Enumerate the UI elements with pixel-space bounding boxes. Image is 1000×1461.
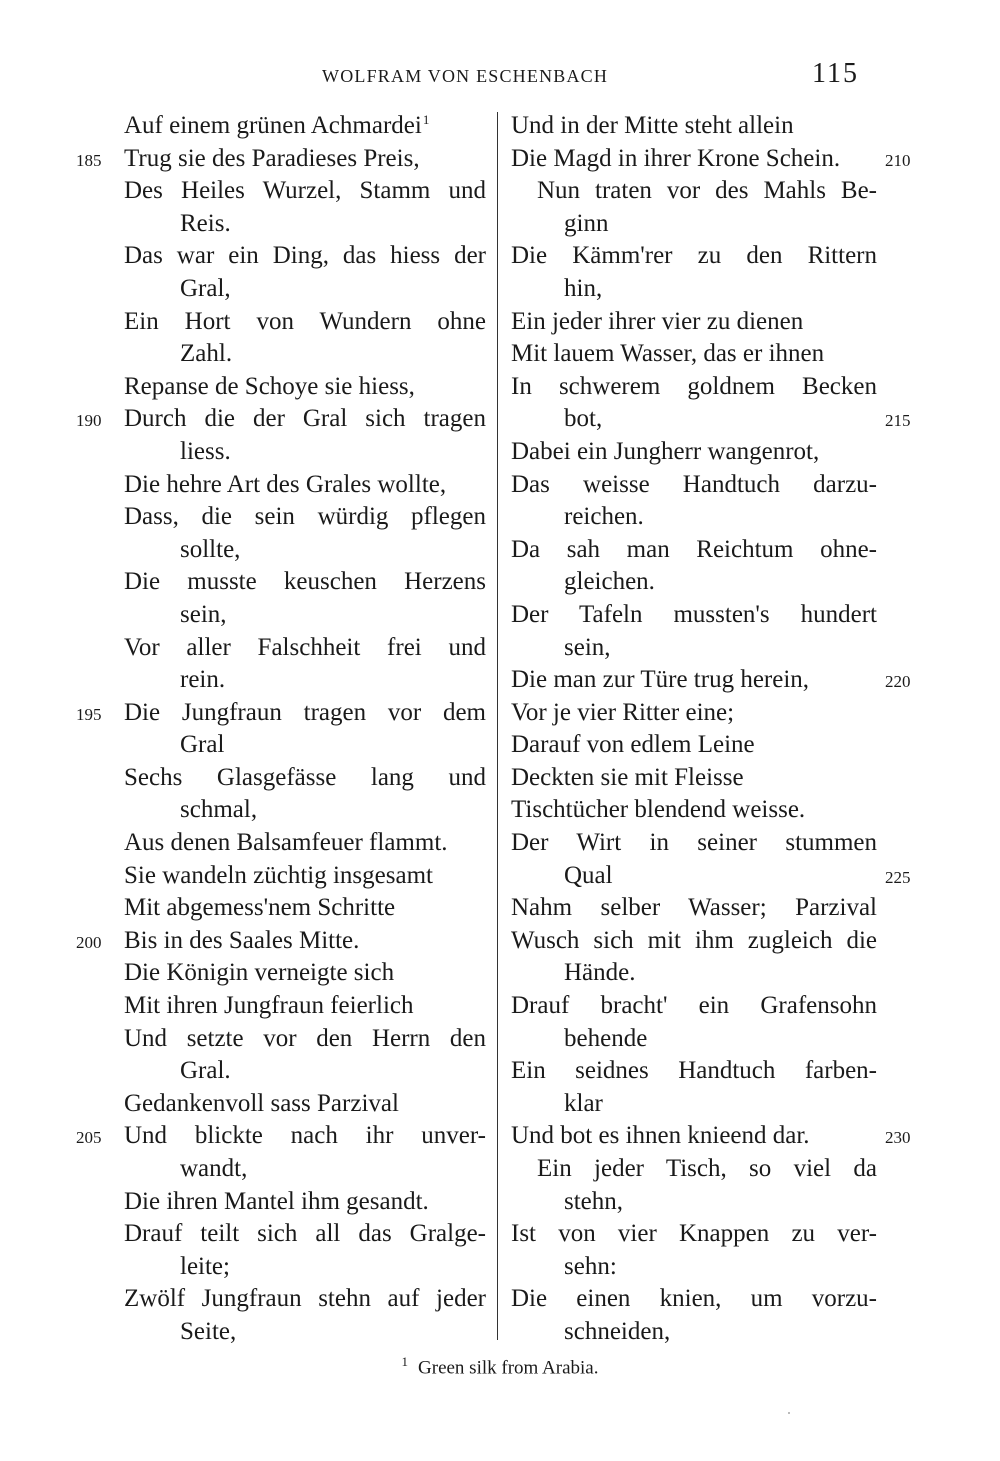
verse-text	[124, 697, 486, 730]
verse-text	[564, 208, 877, 241]
paper-speck	[788, 1412, 790, 1414]
line-number: 195	[76, 704, 102, 724]
verse-text	[537, 175, 877, 208]
verse-line	[500, 534, 1000, 567]
verse-line	[500, 1186, 1000, 1219]
verse-text	[511, 1218, 877, 1251]
verse-words: Die man zur Türe trug herein,	[511, 666, 810, 694]
page-number: 115	[812, 58, 859, 89]
verse-words: Vor aller Falschheit frei und	[124, 633, 486, 661]
verse-line	[500, 306, 1000, 339]
verse-line	[500, 729, 1000, 762]
verse-text	[180, 664, 486, 697]
verse-text	[124, 143, 486, 176]
verse-text	[180, 534, 486, 567]
verse-line	[500, 501, 1000, 534]
verse-words: Mit lauem Wasser, das er ihnen	[511, 340, 825, 368]
verse-line	[500, 273, 1000, 306]
line-number: 210	[885, 150, 911, 170]
verse-words: schneiden,	[564, 1317, 671, 1345]
verse-words: Die ihren Mantel ihm gesandt.	[124, 1187, 429, 1215]
verse-text	[511, 990, 877, 1023]
verse-words: Sie wandeln züchtig insgesamt	[124, 861, 433, 889]
verse-words: Gral,	[180, 274, 231, 302]
verse-text	[180, 1153, 486, 1186]
verse-text	[511, 599, 877, 632]
verse-line	[500, 892, 1000, 925]
verse-text	[124, 990, 486, 1023]
verse-line	[500, 371, 1000, 404]
verse-text	[511, 371, 877, 404]
verse-words: Die Magd in ihrer Krone Schein.	[511, 144, 841, 172]
verse-words: behende	[564, 1024, 648, 1052]
verse-text	[511, 892, 877, 925]
verse-line	[500, 632, 1000, 665]
verse-line	[500, 827, 1000, 860]
verse-line	[500, 240, 1000, 273]
verse-words: Das war ein Ding, das hiess der	[124, 242, 486, 270]
right-column	[500, 110, 1000, 1349]
verse-text	[180, 794, 486, 827]
verse-line	[0, 534, 495, 567]
verse-words: Ein jeder Tisch, so viel da	[537, 1155, 877, 1182]
verse-words: Und setzte vor den Herrn den	[124, 1024, 486, 1052]
verse-words: gleichen.	[564, 568, 655, 596]
verse-text	[511, 729, 877, 762]
verse-text	[124, 1023, 486, 1056]
verse-words: Seite,	[180, 1317, 237, 1345]
verse-words: Hände.	[564, 959, 636, 987]
verse-words: Mit abgemess'nem Schritte	[124, 894, 396, 922]
verse-line	[500, 664, 1000, 697]
verse-line	[0, 469, 495, 502]
verse-text	[511, 664, 877, 697]
line-number: 220	[885, 672, 911, 692]
verse-words: Gral.	[180, 1057, 231, 1085]
verse-words: Ist von vier Knappen zu ver-	[511, 1220, 877, 1248]
verse-line	[0, 338, 495, 371]
verse-words: In schwerem goldnem Becken	[511, 372, 877, 400]
verse-text	[124, 175, 486, 208]
verse-line	[500, 338, 1000, 371]
verse-text	[511, 794, 877, 827]
verse-line	[500, 208, 1000, 241]
verse-line	[0, 729, 495, 762]
verse-words: Bis in des Saales Mitte.	[124, 926, 360, 954]
line-number: 185	[76, 150, 102, 170]
verse-words: Die Kämm'rer zu den Rittern	[511, 242, 877, 270]
line-number: 200	[76, 932, 102, 952]
verse-words: ginn	[564, 209, 609, 237]
verse-text	[537, 1153, 877, 1186]
verse-text	[511, 143, 877, 176]
verse-line	[500, 110, 1000, 143]
verse-line	[500, 957, 1000, 990]
verse-words: stehn,	[564, 1187, 624, 1215]
verse-line	[0, 175, 495, 208]
verse-line	[0, 925, 495, 958]
verse-words: liess.	[180, 437, 231, 465]
verse-words: Mit ihren Jungfraun feierlich	[124, 992, 414, 1020]
verse-line	[0, 632, 495, 665]
verse-line	[0, 1218, 495, 1251]
verse-line	[0, 240, 495, 273]
verse-text	[564, 632, 877, 665]
verse-line	[0, 1316, 495, 1349]
verse-line	[0, 1153, 495, 1186]
verse-words: sein,	[180, 600, 227, 628]
verse-words: Wusch sich mit ihm zugleich die	[511, 926, 877, 954]
verse-words: Ein seidnes Handtuch farben-	[511, 1057, 877, 1085]
verse-line	[0, 1120, 495, 1153]
verse-text	[180, 729, 486, 762]
verse-text	[511, 110, 877, 143]
verse-words: Auf einem grünen Achmardei	[124, 112, 422, 139]
verse-line	[0, 1251, 495, 1284]
verse-line	[500, 697, 1000, 730]
verse-text	[180, 273, 486, 306]
verse-words: leite;	[180, 1252, 230, 1280]
verse-words: Repanse de Schoye sie hiess,	[124, 372, 415, 400]
verse-text	[124, 762, 486, 795]
footnote	[0, 1354, 1000, 1379]
verse-words: Darauf von edlem Leine	[511, 731, 755, 759]
verse-words: Gral	[180, 731, 225, 759]
verse-line	[0, 143, 495, 176]
verse-line	[0, 957, 495, 990]
verse-text	[124, 925, 486, 958]
verse-words: klar	[564, 1089, 603, 1117]
verse-words: Da sah man Reichtum ohne-	[511, 535, 877, 563]
verse-text	[511, 762, 877, 795]
verse-words: Reis.	[180, 209, 231, 237]
verse-text	[564, 1251, 877, 1284]
verse-words: Drauf bracht' ein Grafensohn	[511, 992, 877, 1020]
verse-words: Durch die der Gral sich tragen	[124, 405, 486, 433]
verse-text	[511, 436, 877, 469]
verse-words: reichen.	[564, 503, 644, 531]
verse-line	[500, 762, 1000, 795]
verse-line	[500, 469, 1000, 502]
verse-words: hin,	[564, 274, 603, 302]
verse-line	[500, 1088, 1000, 1121]
verse-line	[500, 175, 1000, 208]
verse-text	[124, 957, 486, 990]
verse-words: Die Jungfraun tragen vor dem	[124, 698, 486, 726]
verse-line	[0, 794, 495, 827]
verse-text	[124, 827, 486, 860]
verse-words: Ein jeder ihrer vier zu dienen	[511, 307, 804, 335]
verse-line	[500, 403, 1000, 436]
verse-text	[511, 306, 877, 339]
verse-line	[500, 1218, 1000, 1251]
verse-text	[564, 1023, 877, 1056]
verse-line	[500, 794, 1000, 827]
verse-words: Und bot es ihnen knieend dar.	[511, 1122, 810, 1150]
verse-line	[500, 860, 1000, 893]
verse-text	[511, 697, 877, 730]
verse-words: Ein Hort von Wundern ohne	[124, 307, 486, 335]
verse-words: Und in der Mitte steht allein	[511, 112, 794, 139]
verse-line	[0, 1023, 495, 1056]
verse-words: Das weisse Handtuch darzu-	[511, 470, 877, 498]
column-divider	[497, 112, 498, 1340]
verse-words: Und blickte nach ihr unver-	[124, 1122, 486, 1150]
verse-text	[124, 110, 486, 143]
verse-words: Deckten sie mit Fleisse	[511, 763, 744, 791]
verse-text	[124, 566, 486, 599]
verse-words: schmal,	[180, 796, 258, 824]
verse-line	[0, 566, 495, 599]
verse-words: Die hehre Art des Grales wollte,	[124, 470, 447, 498]
verse-words: Drauf teilt sich all das Gralge-	[124, 1220, 486, 1248]
verse-words: Des Heiles Wurzel, Stamm und	[124, 177, 486, 205]
line-number: 230	[885, 1128, 911, 1148]
verse-line	[0, 273, 495, 306]
verse-line	[500, 1251, 1000, 1284]
verse-words: Gedankenvoll sass Parzival	[124, 1089, 399, 1117]
verse-line	[500, 1055, 1000, 1088]
verse-words: Tischtücher blendend weisse.	[511, 796, 806, 824]
verse-words: Nahm selber Wasser; Parzival	[511, 894, 877, 922]
verse-line	[0, 403, 495, 436]
verse-line	[500, 436, 1000, 469]
verse-line	[0, 501, 495, 534]
verse-line	[500, 990, 1000, 1023]
verse-words: Der Tafeln mussten's hundert	[511, 600, 877, 628]
verse-text	[124, 469, 486, 502]
verse-line	[0, 1186, 495, 1219]
verse-line	[0, 827, 495, 860]
verse-words: Die einen knien, um vorzu-	[511, 1285, 877, 1313]
verse-words: sollte,	[180, 535, 241, 563]
verse-line	[0, 371, 495, 404]
verse-words: Die musste keuschen Herzens	[124, 568, 486, 596]
verse-text	[124, 240, 486, 273]
verse-text	[180, 1055, 486, 1088]
verse-text	[180, 599, 486, 632]
verse-text	[511, 338, 877, 371]
verse-line	[0, 1283, 495, 1316]
verse-text	[564, 566, 877, 599]
verse-words: Die Königin verneigte sich	[124, 959, 395, 987]
verse-words: bot,	[564, 405, 603, 433]
verse-words: Zwölf Jungfraun stehn auf jeder	[124, 1285, 486, 1313]
verse-text	[564, 1088, 877, 1121]
verse-text	[124, 371, 486, 404]
line-number: 215	[885, 411, 911, 431]
verse-words: Dabei ein Jungherr wangenrot,	[511, 437, 820, 465]
verse-text	[124, 1283, 486, 1316]
verse-text	[564, 403, 877, 436]
verse-text	[124, 632, 486, 665]
verse-text	[180, 338, 486, 371]
line-number: 225	[885, 867, 911, 887]
verse-line	[500, 1153, 1000, 1186]
verse-words: Zahl.	[180, 340, 233, 368]
page-header	[0, 58, 1000, 94]
verse-text	[180, 436, 486, 469]
verse-words: wandt,	[180, 1155, 248, 1182]
verse-line	[0, 860, 495, 893]
verse-text	[511, 827, 877, 860]
verse-words: sein,	[564, 633, 611, 661]
verse-text	[564, 1316, 877, 1349]
verse-line	[500, 566, 1000, 599]
verse-line	[0, 208, 495, 241]
verse-line	[500, 1316, 1000, 1349]
verse-line	[0, 990, 495, 1023]
verse-text	[124, 1218, 486, 1251]
verse-text	[124, 892, 486, 925]
verse-words: sehn:	[564, 1252, 617, 1280]
footnote-reference: 1	[422, 111, 430, 127]
running-head: WOLFRAM VON ESCHENBACH	[322, 66, 609, 86]
verse-line	[500, 1120, 1000, 1153]
verse-text	[124, 403, 486, 436]
footnote-mark: 1	[401, 1354, 409, 1369]
verse-line	[500, 599, 1000, 632]
verse-line	[0, 306, 495, 339]
verse-text	[564, 860, 877, 893]
line-number: 190	[76, 411, 102, 431]
verse-text	[564, 273, 877, 306]
verse-words: Sechs Glasgefässe lang und	[124, 763, 486, 791]
verse-text	[564, 1186, 877, 1219]
verse-line	[500, 1023, 1000, 1056]
verse-words: Nun traten vor des Mahls Be-	[537, 177, 877, 205]
verse-text	[124, 306, 486, 339]
verse-line	[0, 697, 495, 730]
verse-line	[500, 925, 1000, 958]
verse-words: rein.	[180, 666, 226, 694]
footnote-text: Green silk from Arabia.	[418, 1357, 599, 1379]
verse-line	[0, 1055, 495, 1088]
verse-text	[511, 534, 877, 567]
verse-text	[124, 1186, 486, 1219]
verse-text	[564, 501, 877, 534]
line-number: 205	[76, 1128, 102, 1148]
verse-words: Vor je vier Ritter eine;	[511, 698, 735, 726]
verse-text	[124, 860, 486, 893]
verse-text	[511, 1283, 877, 1316]
verse-text	[511, 469, 877, 502]
verse-words: Qual	[564, 861, 613, 889]
verse-text	[180, 1316, 486, 1349]
verse-line	[0, 762, 495, 795]
left-column	[0, 110, 495, 1349]
verse-line	[0, 892, 495, 925]
verse-text	[511, 240, 877, 273]
verse-line	[500, 1283, 1000, 1316]
verse-text	[511, 1120, 877, 1153]
verse-words: Der Wirt in seiner stummen	[511, 829, 877, 857]
verse-words: Trug sie des Paradieses Preis,	[124, 144, 420, 172]
verse-line	[0, 436, 495, 469]
verse-text	[511, 1055, 877, 1088]
verse-words: Aus denen Balsamfeuer flammt.	[124, 829, 448, 857]
verse-text	[124, 1120, 486, 1153]
verse-text	[124, 501, 486, 534]
verse-text	[180, 1251, 486, 1284]
verse-words: Dass, die sein würdig pflegen	[124, 503, 486, 531]
verse-text	[511, 925, 877, 958]
verse-text	[564, 957, 877, 990]
verse-line	[0, 599, 495, 632]
verse-text	[180, 208, 486, 241]
verse-line	[0, 110, 495, 143]
verse-line	[500, 143, 1000, 176]
verse-line	[0, 664, 495, 697]
verse-line	[0, 1088, 495, 1121]
verse-text	[124, 1088, 486, 1121]
